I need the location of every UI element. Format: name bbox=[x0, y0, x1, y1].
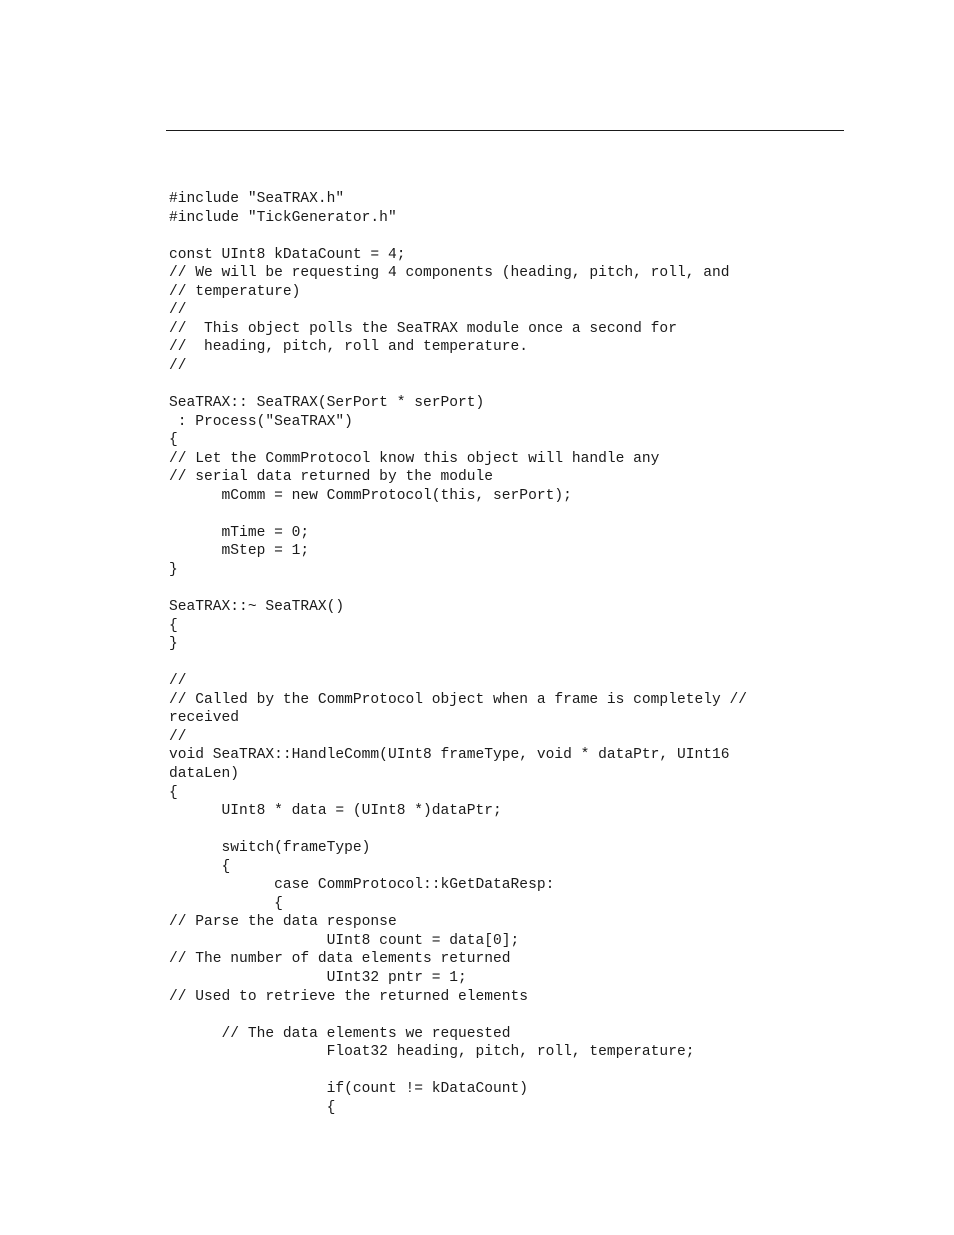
code-line: } bbox=[169, 636, 178, 653]
code-line: UInt8 count = data[0]; bbox=[169, 932, 520, 949]
code-line: switch(frameType) bbox=[169, 840, 371, 857]
code-line: #include "TickGenerator.h" bbox=[169, 209, 397, 226]
code-line: // This object polls the SeaTRAX module once a second for bbox=[169, 320, 677, 337]
code-line: { bbox=[169, 895, 283, 912]
code-line: // serial data returned by the module bbox=[169, 469, 494, 486]
code-line: { bbox=[169, 858, 231, 875]
code-line: SeaTRAX::~ SeaTRAX() bbox=[169, 599, 345, 616]
code-line: received bbox=[169, 710, 240, 727]
code-line: const UInt8 kDataCount = 4; bbox=[169, 246, 406, 263]
code-line: SeaTRAX:: SeaTRAX(SerPort * serPort) bbox=[169, 395, 485, 412]
code-line: { bbox=[169, 617, 178, 634]
code-blank-line bbox=[169, 1062, 747, 1081]
code-blank-line bbox=[169, 375, 747, 394]
code-line: // bbox=[169, 673, 187, 690]
code-blank-line bbox=[169, 505, 747, 524]
code-line: // Let the CommProtocol know this object will handle any bbox=[169, 450, 660, 467]
code-line: // Used to retrieve the returned elements bbox=[169, 988, 529, 1005]
code-listing bbox=[169, 190, 747, 1117]
code-line: // heading, pitch, roll and temperature. bbox=[169, 339, 529, 356]
code-blank-line bbox=[169, 1006, 747, 1025]
code-line: mComm = new CommProtocol(this, serPort); bbox=[169, 487, 572, 504]
code-line: #include "SeaTRAX.h" bbox=[169, 191, 345, 207]
code-line: void SeaTRAX::HandleComm(UInt8 frameType, void * dataPtr, UInt16 bbox=[169, 747, 730, 764]
code-line: { bbox=[169, 784, 178, 801]
code-line: Float32 heading, pitch, roll, temperature; bbox=[169, 1044, 695, 1061]
code-line: dataLen) bbox=[169, 765, 240, 782]
code-line: } bbox=[169, 561, 178, 578]
code-blank-line bbox=[169, 654, 747, 673]
code-line: UInt8 * data = (UInt8 *)dataPtr; bbox=[169, 803, 502, 820]
code-line: { bbox=[169, 1099, 336, 1116]
code-line: mTime = 0; bbox=[169, 524, 310, 541]
code-line: // The data elements we requested bbox=[169, 1025, 511, 1042]
code-line: // The number of data elements returned bbox=[169, 951, 511, 968]
code-line: UInt32 pntr = 1; bbox=[169, 969, 467, 986]
code-line: // bbox=[169, 302, 187, 319]
code-line: case CommProtocol::kGetDataResp: bbox=[169, 877, 555, 894]
code-line: // Called by the CommProtocol object when a frame is completely // bbox=[169, 691, 748, 708]
code-line: if(count != kDataCount) bbox=[169, 1081, 529, 1098]
code-line: { bbox=[169, 432, 178, 449]
code-blank-line bbox=[169, 227, 747, 246]
code-line: mStep = 1; bbox=[169, 543, 310, 560]
code-line: // temperature) bbox=[169, 283, 301, 300]
code-blank-line bbox=[169, 821, 747, 840]
code-line: // bbox=[169, 357, 187, 374]
code-line: : Process("SeaTRAX") bbox=[169, 413, 353, 430]
header-rule bbox=[166, 130, 844, 131]
code-line: // We will be requesting 4 components (heading, pitch, roll, and bbox=[169, 265, 730, 282]
code-line: // bbox=[169, 728, 187, 745]
code-line: // Parse the data response bbox=[169, 914, 397, 931]
code-blank-line bbox=[169, 579, 747, 598]
